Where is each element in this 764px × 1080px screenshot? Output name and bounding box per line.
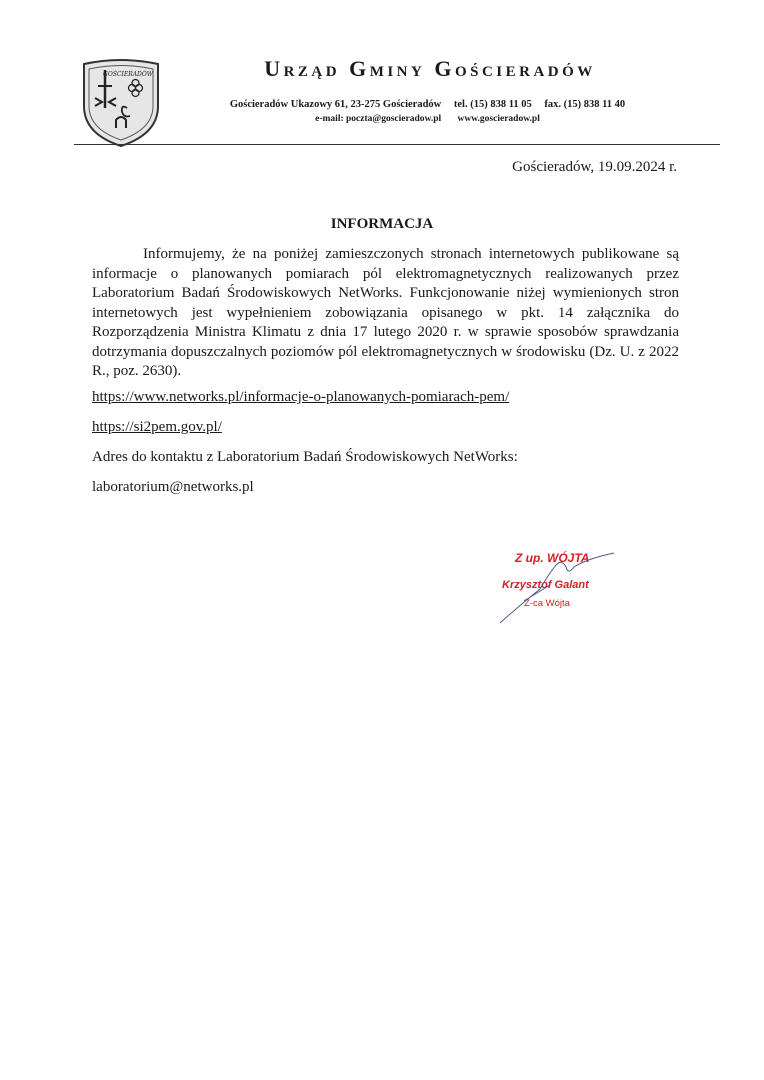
si2pem-link[interactable]: https://si2pem.gov.pl/	[92, 419, 222, 435]
organization-name: Urząd Gminy Gościeradów	[264, 56, 596, 81]
contact-email: laboratorium@networks.pl	[92, 479, 254, 495]
website: www.goscieradow.pl	[457, 114, 540, 124]
networks-link[interactable]: https://www.networks.pl/informacje-o-planowanych-pomiarach-pem/	[92, 389, 510, 405]
signature-scribble-icon	[490, 545, 620, 630]
contact-line	[150, 114, 705, 124]
body-paragraph: Informujemy, że na poniżej zamieszczonych stronach internetowych publikowane są informacje o planowanych pomiarach pól elektromagnetycznych realizowanych przez Laboratorium Badań Środowiskowych NetWorks. Funkcjonowanie niżej wymienionych stron internetowych jest wypełnieniem zobowiązania opisanego w pkt. 14 załącznika do Rozporządzenia Ministra Klimatu z dnia 17 lutego 2020 r. w sprawie sposobów sprawdzania dotrzymania dopuszczalnych poziomów pól elektromagnetycznych w środowisku (Dz. U. z 2022 R., poz. 2630).	[92, 246, 679, 379]
crest-label: GOŚCIERADÓW	[103, 71, 153, 78]
signature-block	[490, 545, 620, 630]
signature-role: Z-ca Wójta	[524, 598, 570, 609]
signature-name: Krzysztof Galant	[502, 579, 589, 591]
address: Gościeradów Ukazowy 61, 23-275 Gościeradów	[229, 99, 442, 110]
header-divider	[74, 144, 720, 145]
document-title: INFORMACJA	[330, 216, 434, 232]
email: e-mail: poczta@goscieradow.pl	[315, 114, 442, 124]
signature-authority: Z up. WÓJTA	[515, 551, 590, 565]
phone: tel. (15) 838 11 05	[453, 99, 532, 110]
date-line: Gościeradów, 19.09.2024 r.	[512, 159, 677, 175]
fax: fax. (15) 838 11 40	[544, 99, 626, 110]
contact-label: Adres do kontaktu z Laboratorium Badań Środowiskowych NetWorks:	[92, 449, 518, 465]
address-line	[150, 99, 705, 110]
